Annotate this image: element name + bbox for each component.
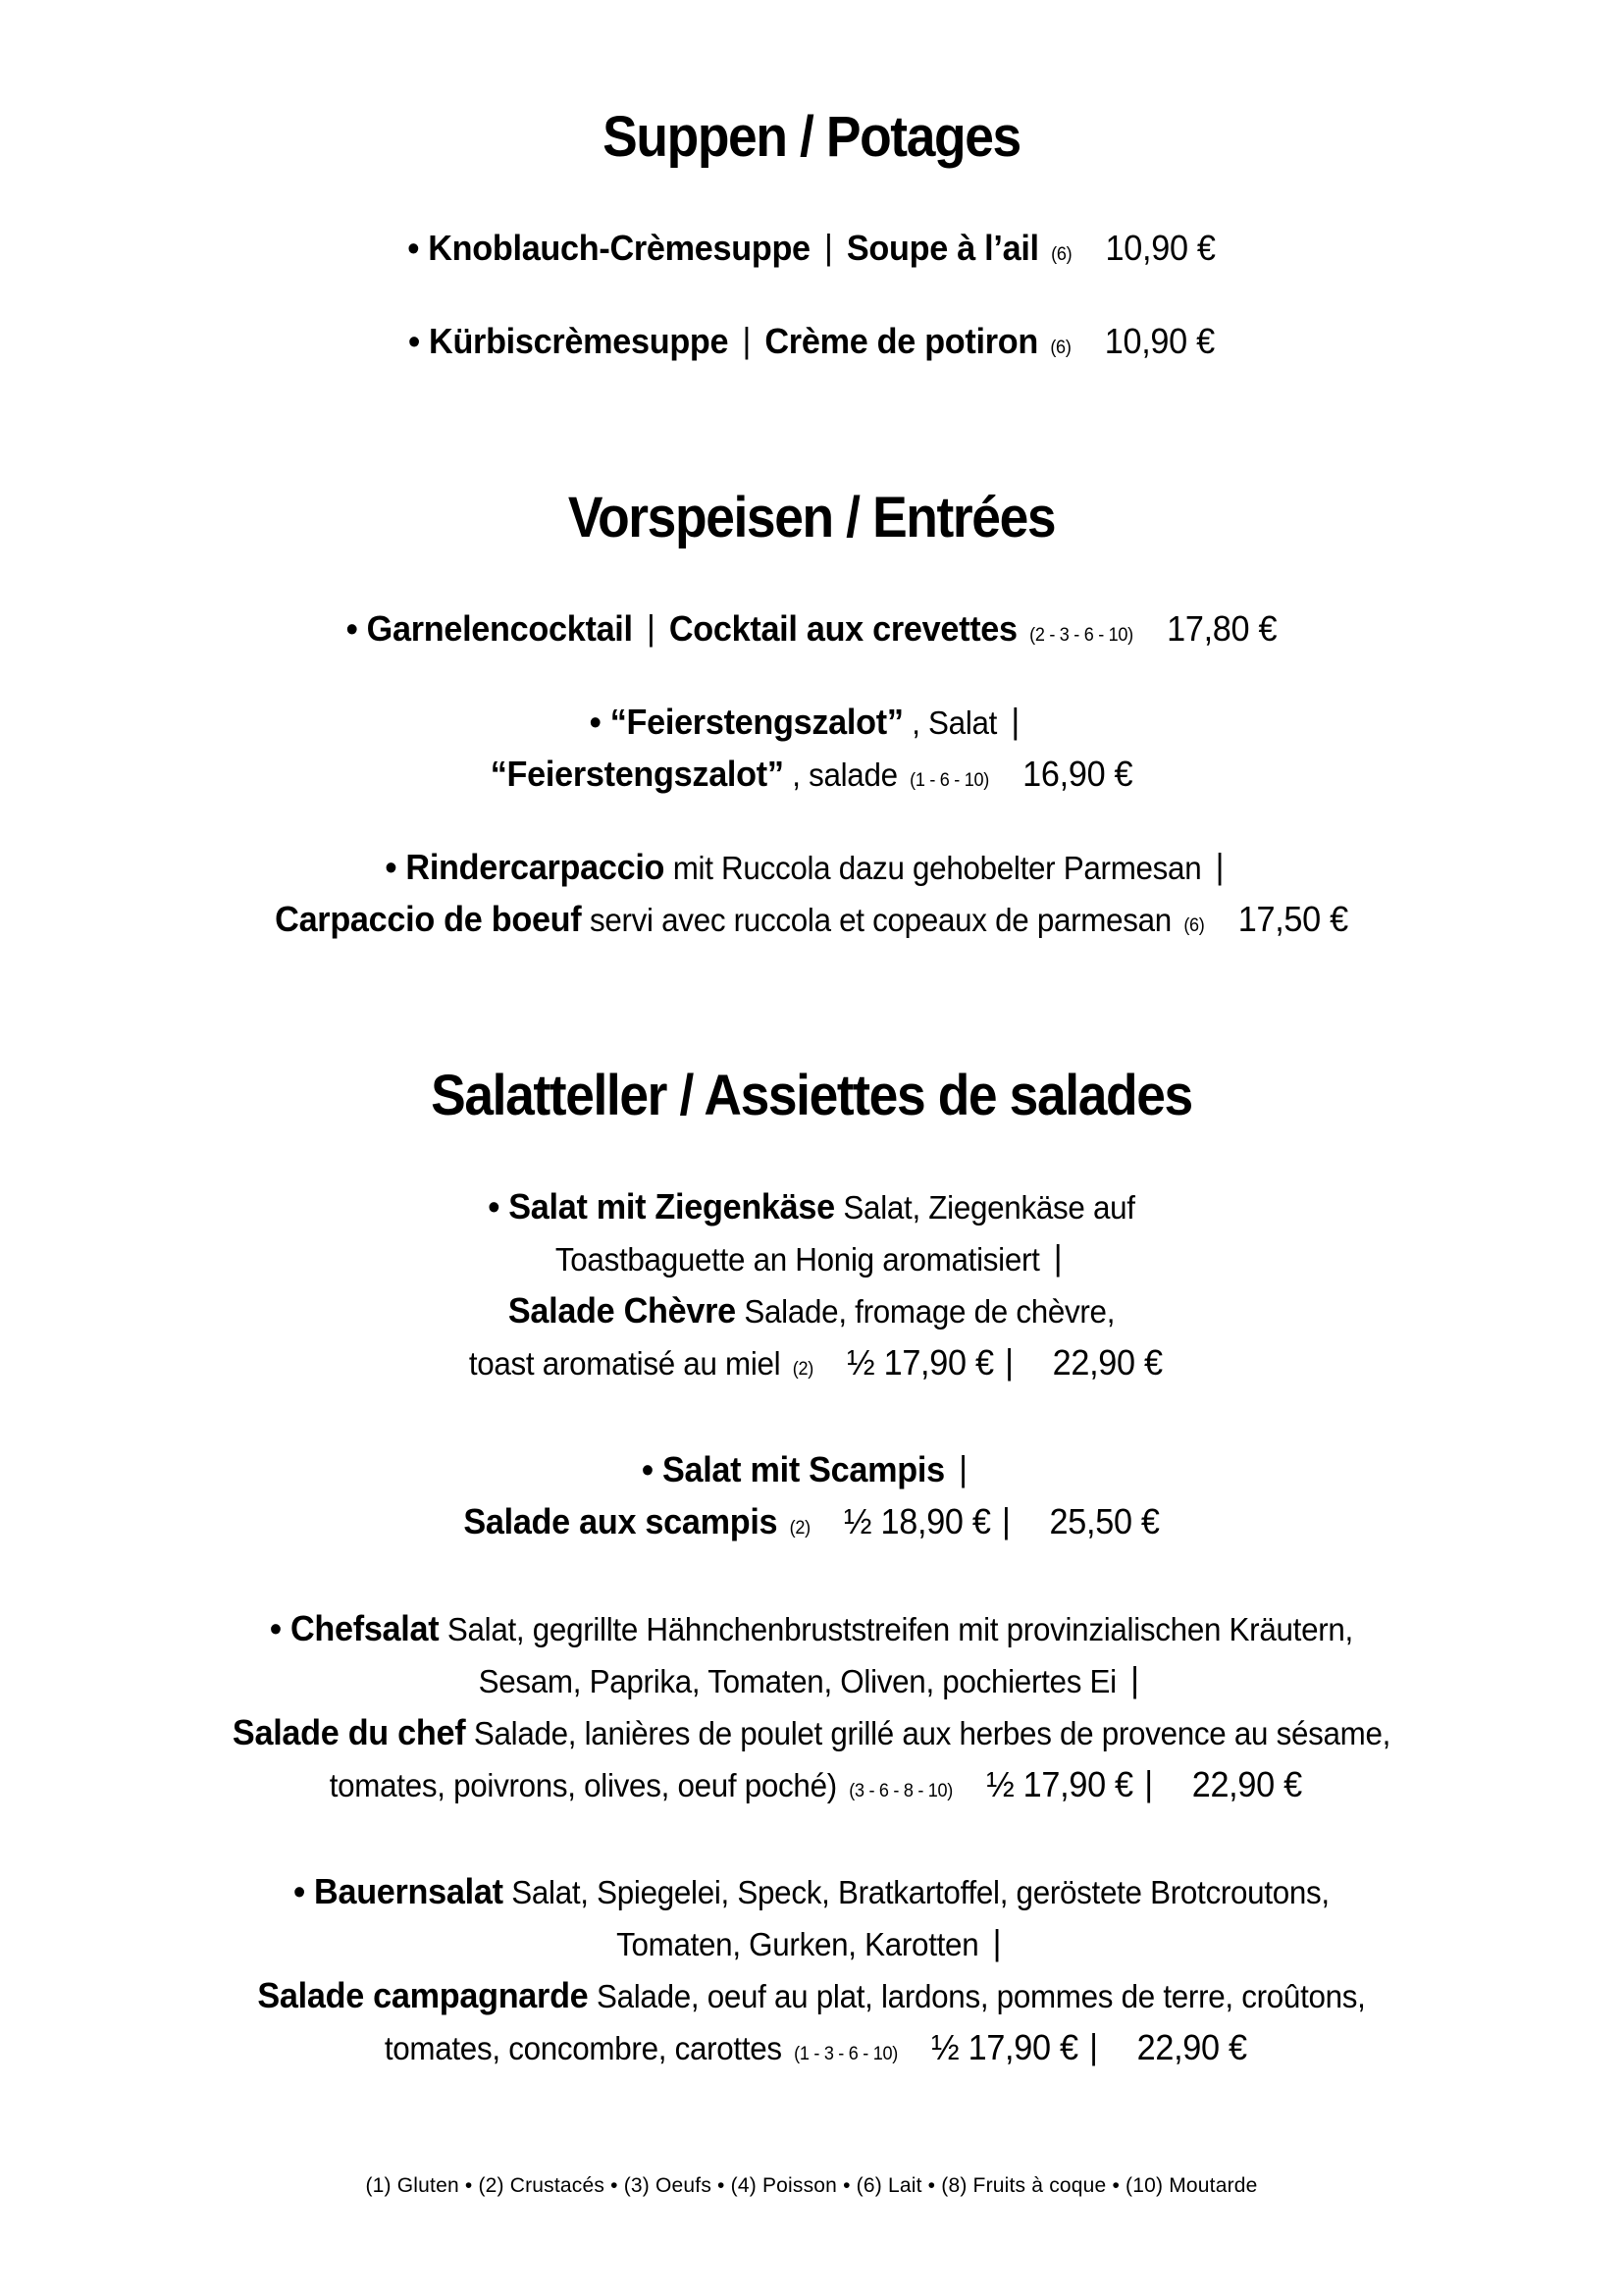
allergen-codes: (6) <box>1051 244 1073 265</box>
price: 10,90 € <box>1105 228 1216 268</box>
menu-item-line <box>40 1970 1582 2022</box>
menu-item-line <box>40 2022 1582 2080</box>
menu-item <box>0 316 1623 374</box>
item-name: Cocktail aux crevettes <box>668 608 1018 649</box>
price: 16,90 € <box>1022 754 1133 794</box>
menu-item <box>0 1444 1623 1554</box>
item-description: Salat, Spiegelei, Speck, Bratkartoffel, geröstete Brotcroutons, <box>511 1874 1330 1910</box>
separator-pipe: | <box>824 227 833 267</box>
separator-pipe: | <box>1089 2026 1098 2066</box>
price: ½ 17,90 € <box>986 1764 1133 1804</box>
menu-item-line <box>40 1707 1582 1759</box>
item-name: Crème de potiron <box>764 321 1038 361</box>
menu-section <box>0 484 1623 952</box>
item-name: • Chefsalat <box>270 1608 440 1648</box>
menu-item-line <box>40 749 1582 807</box>
menu-item-line <box>40 1285 1582 1337</box>
price: ½ 17,90 € <box>931 2027 1078 2067</box>
price: 22,90 € <box>1191 1764 1302 1804</box>
item-name: Carpaccio de boeuf <box>275 899 582 939</box>
item-description: toast aromatisé au miel <box>468 1345 781 1382</box>
item-name: Salade du chef <box>232 1712 466 1752</box>
item-name: Salade Chèvre <box>507 1290 736 1331</box>
item-description: Tomaten, Gurken, Karotten <box>616 1926 979 1962</box>
menu-item-line <box>40 1444 1582 1496</box>
price: 17,50 € <box>1237 899 1348 939</box>
separator-pipe: | <box>1053 1237 1063 1278</box>
item-description: , salade <box>792 757 898 793</box>
allergen-codes: (1 - 6 - 10) <box>910 770 989 791</box>
menu-section <box>0 103 1623 374</box>
menu-item-line <box>40 697 1582 749</box>
menu-item-line <box>40 842 1582 894</box>
item-description: Salade, lanières de poulet grillé aux herbes de provence au sésame, <box>473 1715 1391 1751</box>
item-name: Salade aux scampis <box>463 1501 778 1541</box>
menu-item <box>0 1866 1623 2080</box>
item-description: servi avec ruccola et copeaux de parmesan <box>589 902 1172 938</box>
section-title: Vorspeisen / Entrées <box>567 486 1056 549</box>
menu-item-line <box>40 1655 1582 1707</box>
allergen-legend: (1) Gluten • (2) Crustacés • (3) Oeufs • (4) Poisson • (6) Lait • (8) Fruits à coque • (10) Moutarde <box>365 2174 1258 2197</box>
price: 17,80 € <box>1167 608 1278 649</box>
allergen-codes: (3 - 6 - 8 - 10) <box>849 1781 954 1801</box>
allergen-codes: (2) <box>789 1518 811 1539</box>
section-title: Suppen / Potages <box>602 105 1021 169</box>
item-description: Salat, gegrillte Hähnchenbruststreifen mit provinzialischen Kräutern, <box>446 1611 1353 1647</box>
separator-pipe: | <box>992 1922 1002 1962</box>
menu-item-line <box>40 1918 1582 1970</box>
menu-item <box>0 223 1623 281</box>
price: 25,50 € <box>1049 1501 1160 1541</box>
menu-item-line <box>40 1233 1582 1285</box>
menu-item <box>0 1181 1623 1395</box>
item-name: • “Feierstengszalot” <box>589 702 904 742</box>
price: 22,90 € <box>1052 1342 1163 1383</box>
item-name: “Feierstengszalot” <box>490 754 784 794</box>
item-description: tomates, concombre, carottes <box>384 2030 782 2066</box>
separator-pipe: | <box>959 1448 968 1488</box>
item-description: Toastbaguette an Honig aromatisiert <box>554 1241 1040 1278</box>
item-name: • Kürbiscrèmesuppe <box>408 321 729 361</box>
menu-item-line <box>40 1337 1582 1395</box>
separator-pipe: | <box>1005 1341 1014 1382</box>
price: 10,90 € <box>1104 321 1215 361</box>
item-description: mit Ruccola dazu gehobelter Parmesan <box>672 850 1202 886</box>
item-name: Salade campagnarde <box>257 1975 589 2015</box>
menu-item-line <box>40 1603 1582 1655</box>
allergen-codes: (6) <box>1183 915 1205 936</box>
menu-item <box>0 603 1623 661</box>
menu-item-line <box>40 1496 1582 1554</box>
allergen-codes: (6) <box>1050 338 1072 358</box>
item-name: • Bauernsalat <box>293 1871 503 1911</box>
separator-pipe: | <box>1002 1500 1011 1540</box>
section-title: Salatteller / Assiettes de salades <box>431 1064 1192 1127</box>
allergen-codes: (2) <box>792 1359 813 1380</box>
separator-pipe: | <box>1011 701 1020 741</box>
item-description: Salade, fromage de chèvre, <box>744 1293 1116 1330</box>
item-name: • Rindercarpaccio <box>385 847 665 887</box>
allergen-codes: (1 - 3 - 6 - 10) <box>794 2044 898 2064</box>
item-description: , Salat <box>912 704 998 741</box>
menu-item <box>0 1603 1623 1817</box>
menu-item-line <box>40 316 1582 374</box>
menu-item-line <box>40 1181 1582 1233</box>
menu-item-line <box>40 603 1582 661</box>
price: ½ 17,90 € <box>847 1342 994 1383</box>
price: 22,90 € <box>1136 2027 1247 2067</box>
item-description: tomates, poivrons, olives, oeuf poché) <box>329 1767 837 1803</box>
menu-section <box>0 1062 1623 2080</box>
item-description: Salat, Ziegenkäse auf <box>843 1189 1135 1226</box>
menu-item-line <box>40 894 1582 952</box>
menu-item-line <box>40 1866 1582 1918</box>
item-name: • Salat mit Ziegenkäse <box>488 1186 835 1226</box>
separator-pipe: | <box>742 320 752 360</box>
price: ½ 18,90 € <box>844 1501 991 1541</box>
item-name: • Salat mit Scampis <box>642 1449 945 1489</box>
menu-item-line <box>40 223 1582 281</box>
menu-item-line <box>40 1759 1582 1817</box>
item-description: Sesam, Paprika, Tomaten, Oliven, pochiertes Ei <box>478 1663 1117 1699</box>
item-name: Soupe à l’ail <box>846 228 1039 268</box>
separator-pipe: | <box>1144 1763 1153 1803</box>
item-name: • Garnelencocktail <box>345 608 633 649</box>
item-description: Salade, oeuf au plat, lardons, pommes de terre, croûtons, <box>596 1978 1366 2014</box>
item-name: • Knoblauch-Crèmesuppe <box>407 228 811 268</box>
menu-item <box>0 842 1623 952</box>
separator-pipe: | <box>1130 1659 1139 1699</box>
menu-item <box>0 697 1623 807</box>
separator-pipe: | <box>1215 846 1225 886</box>
separator-pipe: | <box>646 607 655 648</box>
allergen-codes: (2 - 3 - 6 - 10) <box>1029 625 1133 646</box>
